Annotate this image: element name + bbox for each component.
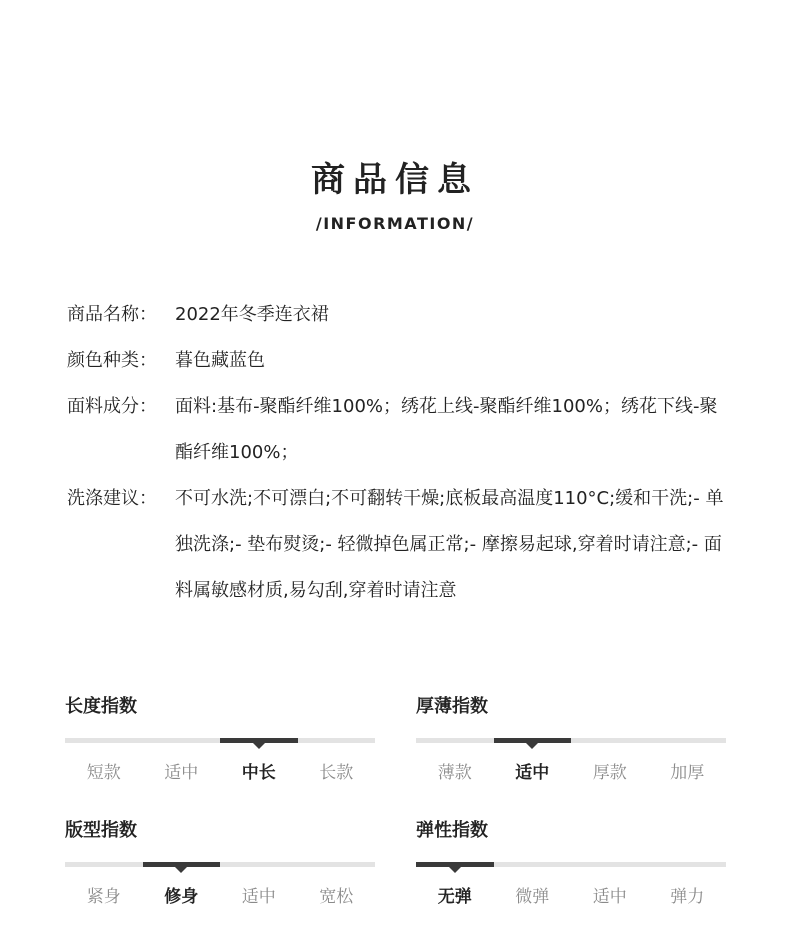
bar-segment [298, 862, 376, 867]
metric-fit [65, 819, 375, 909]
metric-option-selected: 无弹 [437, 887, 472, 907]
metric-option: 加厚 [670, 763, 705, 783]
metric-bar [65, 738, 375, 743]
info-value: 面料:基布-聚酯纤维100%；绣花上线-聚酯纤维100%；绣花下线-聚酯纤维100%； [175, 396, 718, 463]
product-info-list [67, 292, 735, 614]
info-value: 不可水洗;不可漂白;不可翻转干燥;底板最高温度110°C;缓和干洗;- 单独洗涤;- 垫布熨烫;- 轻微掉色属正常;- 摩擦易起球,穿着时请注意;- 面料属敏感材质,易勾刮,穿着时请注意 [175, 488, 724, 601]
metric-options [65, 885, 375, 909]
bar-segment-selected [220, 738, 298, 743]
bar-segment [220, 862, 298, 867]
bar-segment-selected [416, 862, 494, 867]
metric-title: 弹性指数 [416, 820, 488, 841]
bar-segment [416, 738, 494, 743]
page-title: 商品信息 [311, 160, 479, 200]
info-label: 洗涤建议： [67, 488, 157, 509]
metric-bar [416, 738, 726, 743]
metric-option: 适中 [241, 887, 276, 907]
bar-segment [65, 738, 143, 743]
bar-segment [649, 862, 727, 867]
metric-option-selected: 中长 [241, 763, 276, 783]
metric-bar [65, 862, 375, 867]
metric-option: 适中 [592, 887, 627, 907]
metric-option: 微弹 [515, 887, 550, 907]
metric-thickness [416, 695, 726, 785]
page-subtitle: /INFORMATION/ [315, 214, 475, 233]
bar-segment-selected [143, 862, 221, 867]
bar-segment [494, 862, 572, 867]
info-row-fabric [67, 384, 735, 476]
info-label: 颜色种类： [67, 350, 157, 371]
metric-title: 版型指数 [65, 820, 137, 841]
info-row-color [67, 338, 735, 384]
metric-option: 长款 [319, 763, 354, 783]
metric-length [65, 695, 375, 785]
metric-options [416, 885, 726, 909]
bar-segment [571, 738, 649, 743]
metric-options [416, 761, 726, 785]
metric-option: 宽松 [319, 887, 354, 907]
info-value: 暮色藏蓝色 [175, 350, 265, 371]
metric-title: 厚薄指数 [416, 696, 488, 717]
metric-option: 薄款 [437, 763, 472, 783]
info-label: 面料成分： [67, 396, 157, 417]
metric-option-selected: 修身 [164, 887, 199, 907]
metric-option: 厚款 [592, 763, 627, 783]
metric-option: 短款 [86, 763, 121, 783]
metric-title: 长度指数 [65, 696, 137, 717]
bar-segment [143, 738, 221, 743]
metric-option: 弹力 [670, 887, 705, 907]
bar-segment [571, 862, 649, 867]
info-value: 2022年冬季连衣裙 [175, 304, 329, 325]
metric-options [65, 761, 375, 785]
metric-option: 紧身 [86, 887, 121, 907]
info-row-washing [67, 476, 735, 614]
bar-segment [649, 738, 727, 743]
metric-elasticity [416, 819, 726, 909]
bar-segment [65, 862, 143, 867]
info-label: 商品名称： [67, 304, 157, 325]
metric-option-selected: 适中 [515, 763, 550, 783]
info-row-name [67, 292, 735, 338]
metric-option: 适中 [164, 763, 199, 783]
bar-segment-selected [494, 738, 572, 743]
metric-bar [416, 862, 726, 867]
bar-segment [298, 738, 376, 743]
